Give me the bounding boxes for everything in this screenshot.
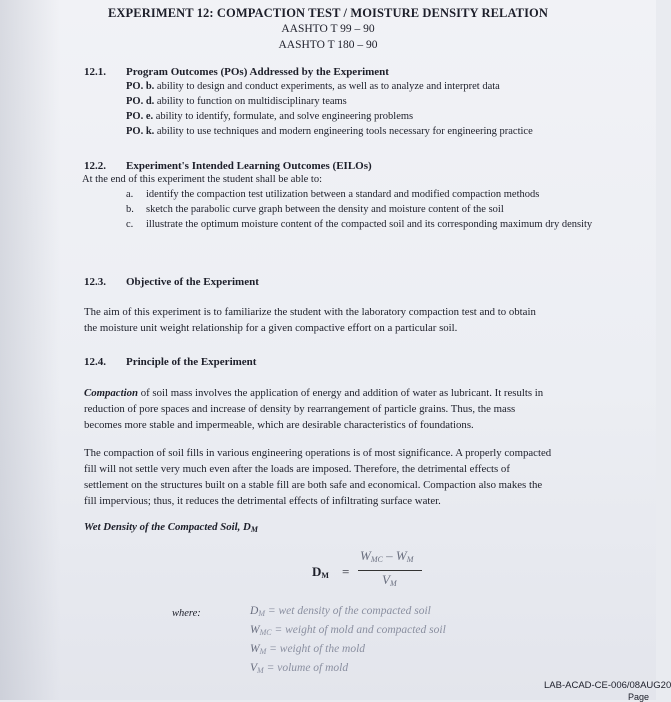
po-code: PO. k. [126,126,155,137]
objective-line: the moisture unit weight relationship for a given compactive effort on a particular soil. [84,322,458,334]
variable-definitions [250,603,446,679]
eilo-intro: At the end of this experiment the student shall be able to: [82,174,322,185]
standard-aashto-t99: AASHTO T 99 – 90 [281,23,375,35]
po-code: PO. b. [126,81,155,92]
eilo-label: b. [126,204,134,215]
definition-row: $W_M$ = weight of the mold [250,643,366,656]
po-item [126,79,533,94]
po-text: ability to use techniques and modern engineering tools necessary for engineering practice [156,126,533,137]
document-header [0,6,656,53]
section-12-4 [84,356,551,538]
eilo-text: identify the compaction test utilization between a standard and modified compaction methods [146,189,540,200]
section-number: 12.2. [84,160,106,172]
principle-line: reduction of pore spaces and increase of density by rearrangement of particle grains. Thus, the mass [84,403,516,415]
experiment-title: EXPERIMENT 12: COMPACTION TEST / MOISTURE DENSITY RELATION [107,6,549,20]
po-code: PO. d. [126,96,155,107]
po-item [126,124,533,139]
definition-row: $W_{MC}$ = weight of mold and compacted soil [250,624,446,637]
wet-density-heading-text: Wet Density of the Compacted Soil, D [84,521,251,533]
section-number: 12.3. [84,276,106,288]
definition-row: $V_M$ = volume of mold [250,662,349,675]
eilo-item [126,217,616,232]
principle-line: fill impervious; thus, it reduces the detrimental effects of infiltrating surface water. [84,495,441,507]
po-text: ability to function on multidisciplinary teams [156,96,347,107]
section-heading [84,276,536,288]
section-heading [84,356,551,368]
section-number: 12.1. [84,66,106,78]
page-shadow [0,0,60,700]
section-title: Principle of the Experiment [126,356,257,368]
standard-aashto-t180: AASHTO T 180 – 90 [278,39,378,51]
eilo-item [126,202,616,217]
section-title: Objective of the Experiment [126,276,259,288]
compaction-term: Compaction [84,387,138,399]
wet-density-subscript: M [250,525,258,534]
eilo-text: sketch the parabolic curve graph between the density and moisture content of the soil [146,204,504,215]
section-12-1 [84,66,533,139]
eilo-text: illustrate the optimum moisture content of the compacted soil and its corresponding maximum dry density [146,219,593,230]
principle-line: settlement on the structures built on a stable fill are both safe and economical. Compaction also makes the [84,479,543,491]
formula-numerator: $W_{MC} - W_M$ [360,548,414,564]
section-heading [84,160,616,172]
formula-denominator: $V_M$ [382,572,397,588]
section-12-2 [84,160,616,232]
objective-line: The aim of this experiment is to familiarize the student with the laboratory compaction test and to obtain [84,306,536,318]
eilo-label: c. [126,219,134,230]
eilo-item [126,187,616,202]
po-text: ability to identify, formulate, and solve engineering problems [155,111,414,122]
principle-line [84,385,551,401]
section-number: 12.4. [84,356,106,368]
po-code: PO. e. [126,111,154,122]
section-title: Program Outcomes (POs) Addressed by the Experiment [126,66,389,78]
po-item [126,109,533,124]
definition-row: $D_M$ = wet density of the compacted soil [250,605,431,618]
page-label: Page [628,692,650,702]
eilo-label: a. [126,189,134,200]
principle-text: of soil mass involves the application of energy and addition of water as lubricant. It results in [140,387,544,399]
principle-line: fill will not settle very much even after the loads are imposed. Therefore, the detrimental effects of [84,463,510,475]
principle-line: becomes more stable and impermeable, which are desirable characteristics of foundations. [84,419,474,431]
principle-line: The compaction of soil fills in various engineering operations is of most significance. A properly compacted [84,447,552,459]
formula-lhs: $D_M$ [312,564,329,580]
formula-equals: = [342,564,350,579]
document-code: LAB-ACAD-CE-006/08AUG20 [544,680,671,691]
fraction-bar [358,570,422,571]
section-12-3 [84,276,536,336]
po-text: ability to design and conduct experiments, as well as to analyze and interpret data [156,81,500,92]
wet-density-heading [84,519,551,538]
section-heading [84,66,533,78]
where-label: where: [172,608,201,619]
section-title: Experiment's Intended Learning Outcomes (EILOs) [126,160,372,172]
po-item [126,94,533,109]
